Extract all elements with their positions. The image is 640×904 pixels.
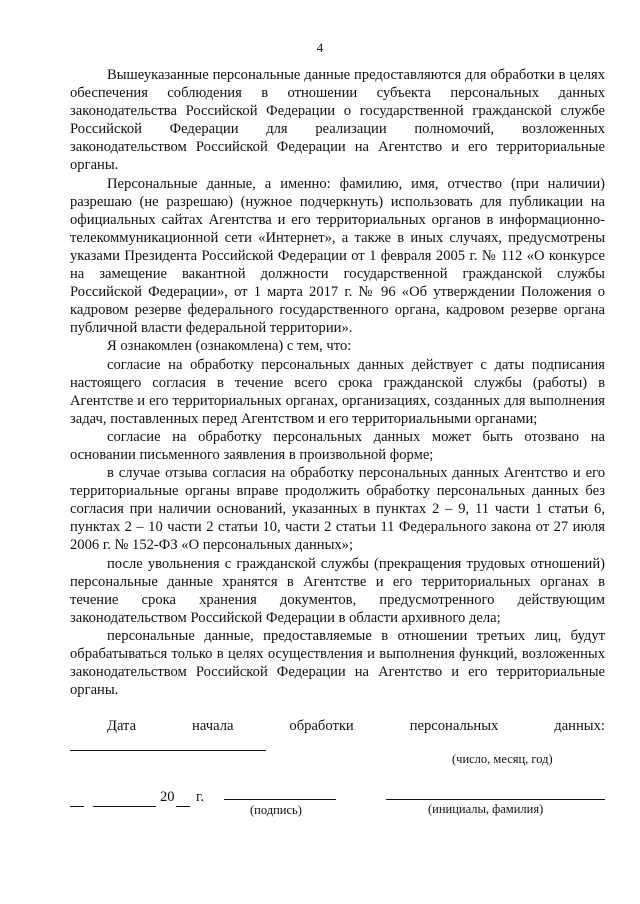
signature-day-field[interactable] (70, 806, 84, 807)
page-number: 4 (316, 40, 324, 55)
start-date-caption: (число, месяц, год) (452, 752, 553, 766)
signature-month-field[interactable] (93, 806, 156, 807)
paragraph-publication: Персональные данные, а именно: фамилию, имя, отчество (при наличии) разрешаю (не разрешаю) (нужное подчеркнуть) использовать для публикации на официальных сайтах Агентства и его территориальных органов в информационно-телекоммуникационной сети «Интернет», а также в иных случаях, предусмотрены указами Президента Российской Федерации от 1 февраля 2005 г. № 112 «О конкурсе на замещение вакантной должности государственной гражданской службы Российской Федерации», от 1 марта 2017 г. № 96 «Об утверждении Положения о кадровом резерве федерального государственного органа, кадровом резерве органа публичной власти федеральной территории». (70, 175, 605, 337)
paragraph-purpose: Вышеуказанные персональные данные предоставляются для обработки в целях обеспечения соблюдения в отношении субъекта персональных данных законодательства Российской Федерации о государственной гражданской службе Российской Федерации для реализации полномочий, возложенных законодательством Российской Федерации на Агентство и его территориальные органы. (70, 67, 605, 174)
signature-field[interactable] (224, 799, 336, 800)
paragraph-after-dismissal: после увольнения с гражданской службы (прекращения трудовых отношений) персональные данные хранятся в Агентстве и его территориальных органах в течение срока хранения документов, предусмотренного действующим законодательством Российской Федерации в области архивного дела; (70, 555, 605, 626)
start-date-label (70, 718, 605, 735)
paragraph-after-revocation: в случае отзыва согласия на обработку персональных данных Агентство и его территориальные органы вправе продолжить обработку персональных данных без согласия при наличии оснований, указанных в пунктах 2 – 9, 11 части 1 статьи 6, пунктах 2 – 10 части 2 статьи 10, части 2 статьи 11 Федерального закона от 27 июля 2006 г. № 152-ФЗ «О персональных данных»; (70, 465, 605, 554)
paragraph-acknowledgement: Я ознакомлен (ознакомлена) с тем, что: (107, 338, 352, 355)
paragraph-revocation: согласие на обработку персональных данных может быть отозвано на основании письменного заявления в произвольной форме; (70, 428, 605, 463)
signature-year-prefix: 20 (160, 789, 175, 805)
name-field[interactable] (386, 799, 605, 800)
signature-caption: (подпись) (250, 803, 302, 817)
start-date-word: начала (192, 718, 234, 734)
signature-year-suffix: г. (196, 789, 204, 805)
start-date-word: Дата (107, 718, 137, 734)
start-date-field[interactable] (70, 750, 266, 751)
start-date-word: обработки (289, 718, 354, 734)
start-date-word: данных: (554, 718, 605, 734)
name-caption: (инициалы, фамилия) (428, 802, 544, 816)
paragraph-third-parties: персональные данные, предоставляемые в отношении третьих лиц, будут обрабатываться только в целях осуществления и выполнения функций, возложенных законодательством Российской Федерации на Агентство и его территориальные органы. (70, 627, 605, 699)
paragraph-validity: согласие на обработку персональных данных действует с даты подписания настоящего согласия в течение всего срока гражданской службы (работы) в Агентстве и его территориальных органах, организациях, созданных для выполнения задач, поставленных перед Агентством и его территориальными органами; (70, 356, 605, 427)
start-date-word: персональных (409, 718, 499, 734)
signature-year-field[interactable] (176, 806, 190, 807)
consent-body (70, 66, 605, 699)
